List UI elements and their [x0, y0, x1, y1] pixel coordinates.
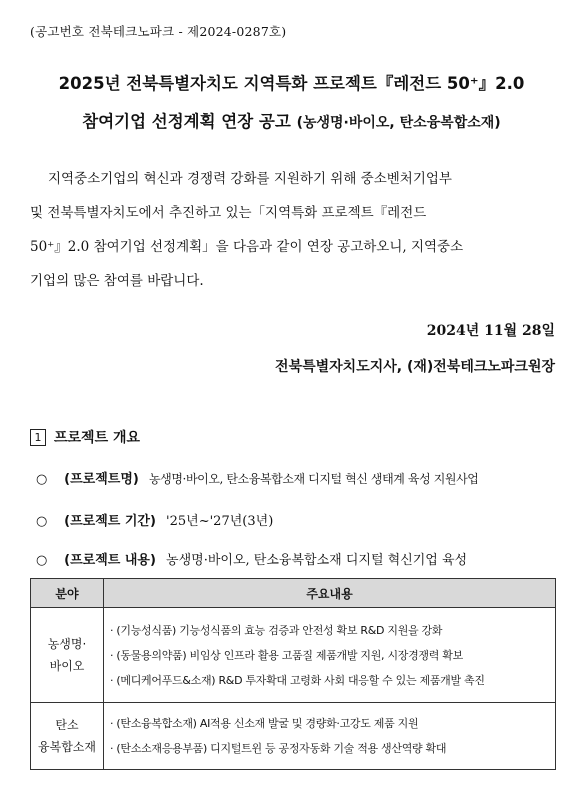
- body-line-3: 50⁺』2.0 참여기업 선정계획」을 다음과 같이 연장 공고하오니, 지역중소: [30, 239, 464, 255]
- bullet-label: (프로젝트명): [64, 472, 139, 487]
- column-header-field: 분야: [31, 579, 104, 608]
- list-item: · (기능성식품) 기능성식품의 효능 검증과 안전성 확보 R&D 지원을 강화: [110, 623, 443, 637]
- notice-number: (공고번호 전북테크노파크 - 제2024-0287호): [30, 24, 287, 39]
- items-cell: [104, 703, 556, 770]
- project-content-table: [30, 578, 556, 770]
- section-number-box: 1: [30, 429, 46, 446]
- bullet-project-content: [36, 549, 467, 568]
- body-line-2: 및 전북특별자치도에서 추진하고 있는「지역특화 프로젝트『레전드: [30, 205, 427, 221]
- bullet-project-period: [36, 510, 273, 529]
- bullet-label: (프로젝트 내용): [64, 553, 156, 568]
- bullet-marker: ○: [36, 514, 48, 529]
- title-subtitle: (농생명·바이오, 탄소융복합소재): [296, 115, 501, 131]
- bullet-text: 농생명·바이오, 탄소융복합소재 디지털 혁신 생태계 육성 지원사업: [148, 472, 479, 486]
- table-header-row: [31, 579, 556, 608]
- bullet-marker: ○: [36, 553, 48, 568]
- bullet-project-name: [36, 468, 478, 487]
- column-header-content: 주요내용: [104, 579, 556, 608]
- bullet-text: 농생명·바이오, 탄소융복합소재 디지털 혁신기업 육성: [166, 553, 468, 568]
- items-cell: [104, 608, 556, 703]
- bullet-marker: ○: [36, 472, 48, 487]
- bullet-text: '25년~'27년(3년): [166, 514, 274, 529]
- body-line-1: 지역중소기업의 혁신과 경쟁력 강화를 지원하기 위해 중소벤처기업부: [48, 171, 452, 187]
- body-line-4: 기업의 많은 참여를 바랍니다.: [30, 273, 204, 289]
- title-main: 참여기업 선정계획 연장 공고: [82, 112, 291, 131]
- table-row: [31, 608, 556, 703]
- list-item: · (탄소융복합소재) AI적용 신소재 발굴 및 경량화·고강도 제품 지원: [110, 717, 419, 730]
- list-item: · (동물용의약품) 비임상 인프라 활용 고품질 제품개발 지원, 시장경쟁력 확보: [110, 648, 463, 662]
- section-heading: [30, 427, 140, 447]
- issuing-organization: 전북특별자치도지사, (재)전북테크노파크원장: [275, 359, 555, 375]
- document-title-line2: [0, 108, 583, 132]
- section-title: 프로젝트 개요: [54, 430, 141, 446]
- bullet-label: (프로젝트 기간): [64, 514, 156, 529]
- list-item: · (메디케어푸드&소재) R&D 투자확대 고령화 사회 대응할 수 있는 제품개발 촉진: [110, 673, 485, 687]
- document-title-line1: 2025년 전북특별자치도 지역특화 프로젝트『레전드 50⁺』2.0: [58, 74, 525, 93]
- list-item: · (탄소소재응용부품) 디지털트윈 등 공정자동화 기술 적용 생산역량 확대: [110, 742, 447, 755]
- field-cell: 농생명· 바이오: [31, 608, 104, 703]
- announcement-date: 2024년 11월 28일: [426, 323, 555, 339]
- table-row: [31, 703, 556, 770]
- field-cell: 탄소 융복합소재: [31, 703, 104, 770]
